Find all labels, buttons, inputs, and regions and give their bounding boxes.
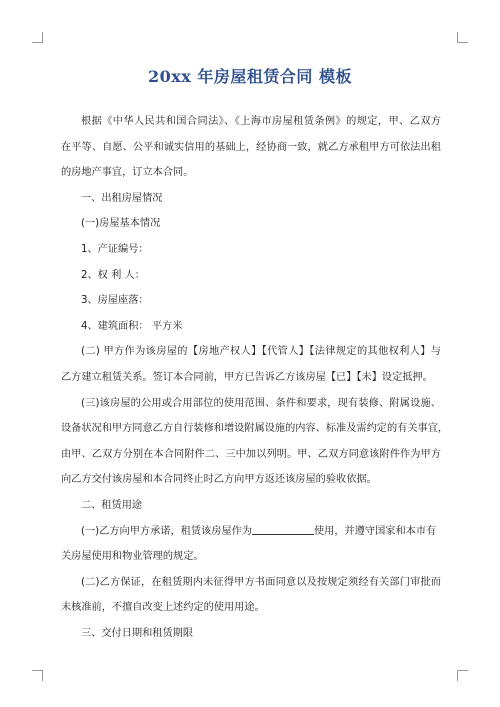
section-1-para-3-line-2: 设备状况和甲方同意乙方自行装修和增设附属设施的内容、标准及需约定的有关事宜， [61,423,449,435]
intro-line-1: 根据《中华人民共和国合同法》、《上海市房屋租赁条例》的规定，甲、乙双方 [81,116,441,127]
section-1-item-4: 4、建筑面积： 平方米 [81,320,183,332]
crop-mark-bottom-left [32,670,43,681]
section-1-para-3-line-1: (三)该房屋的公用或合用部位的使用范围、条件和要求，现有装修、附属设施、 [81,397,441,409]
section-1-para-2-line-2: 乙方建立租赁关系。签订本合同前，甲方已告诉乙方该房屋【已】【未】设定抵押。 [61,371,433,383]
section-2-para-2-line-2: 未核准前，不擅自改变上述约定的使用用途。 [61,602,265,614]
crop-mark-bottom-right [457,670,468,681]
section-1-item-1: 1、产证编号： [81,243,149,255]
fill-in-blank-usage [252,523,314,535]
section-2-heading: 二、租赁用途 [81,499,143,511]
section-1-para-3-line-3: 由甲、乙双方分别在本合同附件二、三中加以列明。甲、乙双方同意该附件作为甲方 [61,448,441,460]
section-1-heading: 一、出租房屋情况 [81,192,163,204]
crop-mark-top-right [457,32,468,43]
section-2-para-1-before: (一)乙方向甲方承诺，租赁该房屋作为 [81,525,252,537]
section-1-para-3-line-4: 向乙方交付该房屋和本合同终止时乙方向甲方返还该房屋的验收依据。 [61,474,377,486]
section-2-para-2-line-1: (二)乙方保证，在租赁期内未征得甲方书面同意以及按规定须经有关部门审批而 [81,576,441,588]
section-1-item-2: 2、权 利 人： [81,269,145,281]
crop-mark-top-left [32,32,43,43]
section-3-heading: 三、交付日期和租赁期限 [81,627,194,639]
section-2-para-1-after: 使用，并遵守国家和本市有 [313,525,437,537]
intro-line-2: 在平等、自愿、公平和诚实信用的基础上，经协商一致，就乙方承租甲方可依法出租 [61,141,441,153]
section-1-para-2-line-1: (二) 甲方作为该房屋的【房地产权人】【代管人】【法律规定的其他权利人】与 [81,346,441,358]
intro-line-3: 的房地产事宜，订立本合同。 [61,167,194,179]
document-body [61,109,449,646]
section-1-item-3: 3、房屋座落： [81,295,149,307]
section-2-para-1-line-2: 关房屋使用和物业管理的规定。 [61,551,204,563]
document-title: 20xx 年房屋租赁合同 模板 [148,67,352,86]
section-2-para-1-line-1 [61,519,441,545]
section-1-sub-1: (一)房屋基本情况 [81,218,161,230]
